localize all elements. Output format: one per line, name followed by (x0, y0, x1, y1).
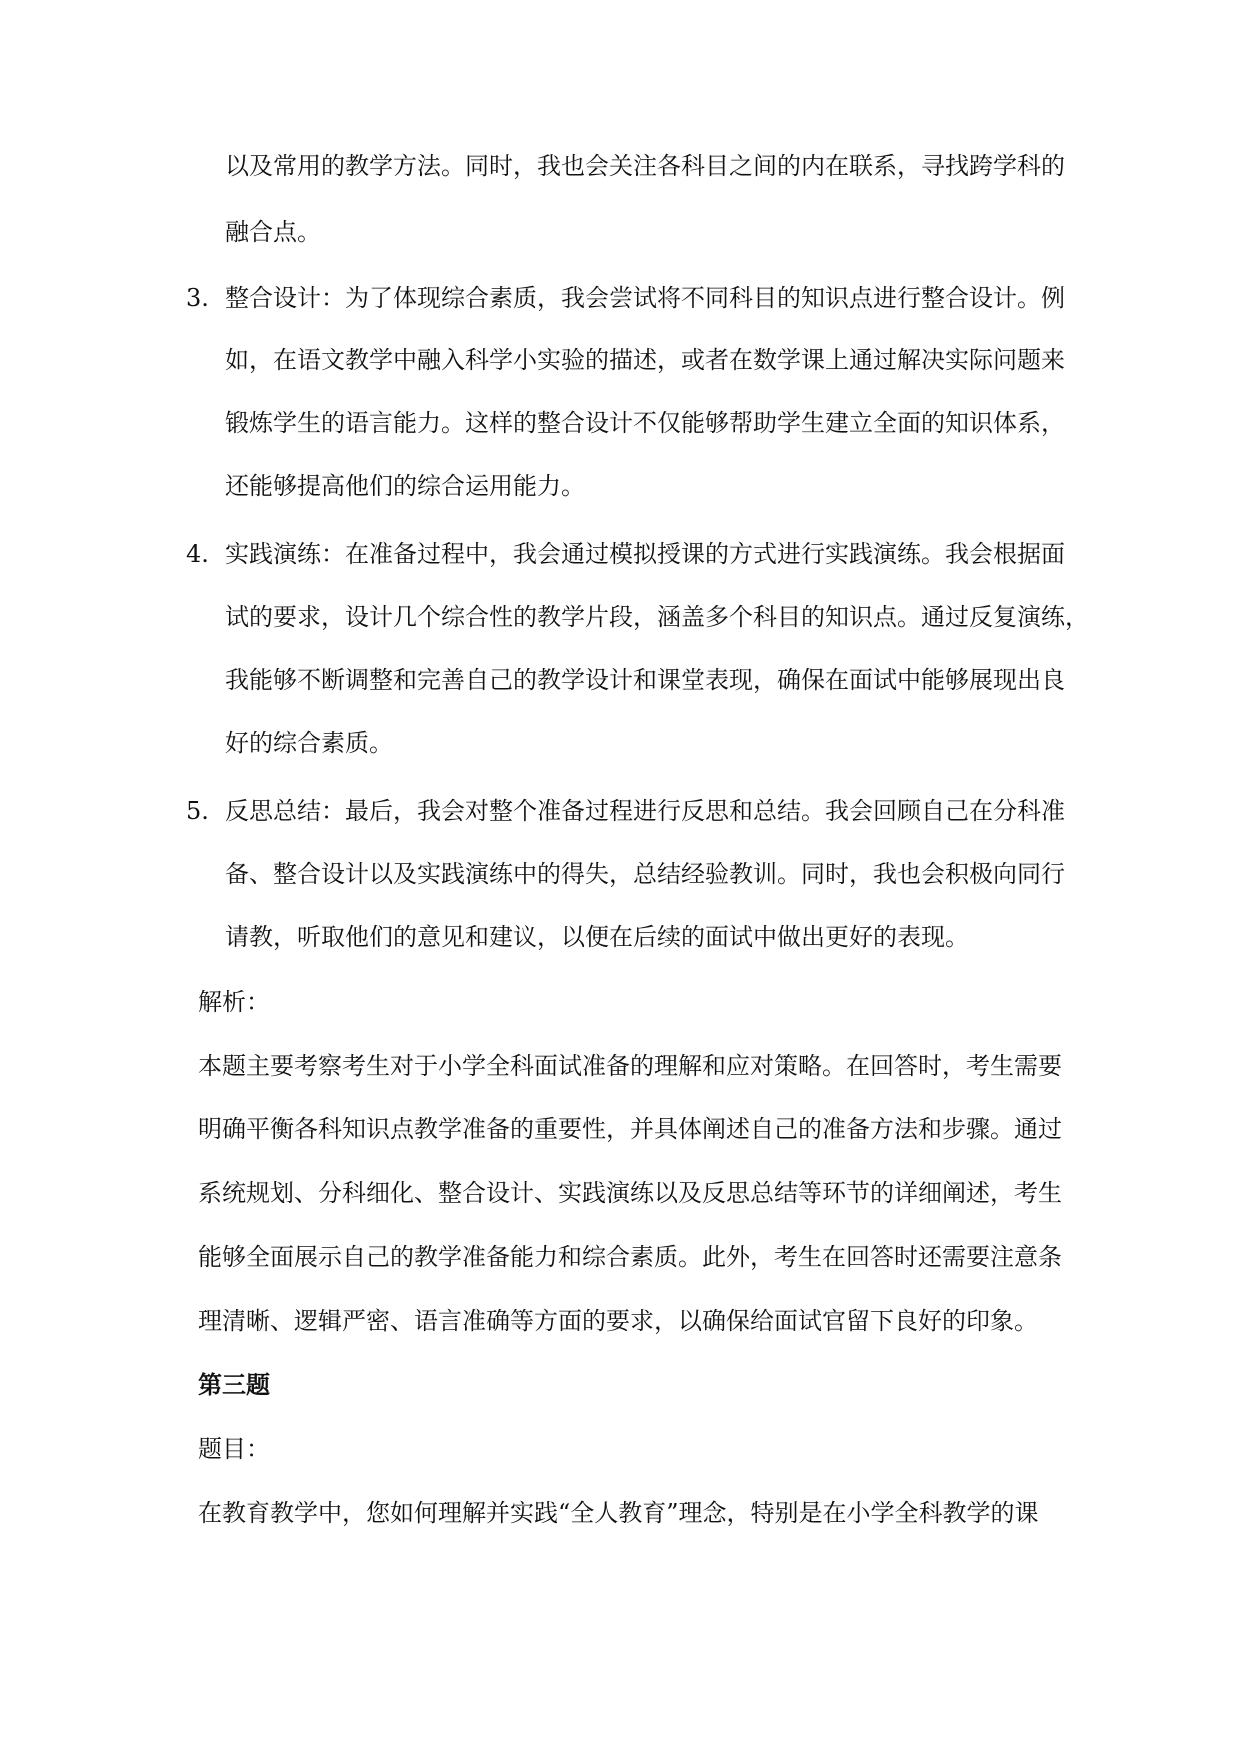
list-item-line: 好的综合素质。 (225, 729, 393, 757)
analysis-line: 明确平衡各科知识点教学准备的重要性，并具体阐述自己的准备方法和步骤。通过 (198, 1115, 1062, 1143)
section-title: 第三题 (198, 1370, 270, 1399)
list-item-line: 请教，听取他们的意见和建议，以便在后续的面试中做出更好的表现。 (225, 923, 969, 951)
question-line: 在教育教学中，您如何理解并实践“全人教育”理念，特别是在小学全科教学的课 (198, 1499, 1039, 1527)
continuation-line: 以及常用的教学方法。同时，我也会关注各科目之间的内在联系，寻找跨学科的 (225, 152, 1065, 180)
analysis-line: 能够全面展示自己的教学准备能力和综合素质。此外，考生在回答时还需要注意条 (198, 1243, 1062, 1271)
list-item-line: 锻炼学生的语言能力。这样的整合设计不仅能够帮助学生建立全面的知识体系， (225, 409, 1065, 437)
list-item-line: 备、整合设计以及实践演练中的得失，总结经验教训。同时，我也会积极向同行 (225, 860, 1065, 888)
continuation-line: 融合点。 (225, 218, 321, 246)
list-item-line: 实践演练：在准备过程中，我会通过模拟授课的方式进行实践演练。我会根据面 (225, 540, 1065, 568)
analysis-line: 本题主要考察考生对于小学全科面试准备的理解和应对策略。在回答时，考生需要 (198, 1052, 1062, 1080)
list-item-line: 整合设计：为了体现综合素质，我会尝试将不同科目的知识点进行整合设计。例 (225, 284, 1065, 312)
list-item-line: 还能够提高他们的综合运用能力。 (225, 472, 585, 500)
analysis-label: 解析： (198, 988, 270, 1016)
list-number: 3. (186, 284, 209, 312)
list-item-line: 我能够不断调整和完善自己的教学设计和课堂表现，确保在面试中能够展现出良 (225, 666, 1065, 694)
list-item-line: 如，在语文教学中融入科学小实验的描述，或者在数学课上通过解决实际问题来 (225, 346, 1065, 374)
list-number: 5. (186, 797, 209, 825)
analysis-line: 系统规划、分科细化、整合设计、实践演练以及反思总结等环节的详细阐述，考生 (198, 1179, 1062, 1207)
analysis-line: 理清晰、逻辑严密、语言准确等方面的要求，以确保给面试官留下良好的印象。 (198, 1307, 1038, 1335)
question-label: 题目： (198, 1435, 270, 1463)
list-item-line: 反思总结：最后，我会对整个准备过程进行反思和总结。我会回顾自己在分科准 (225, 797, 1065, 825)
list-number: 4. (186, 540, 209, 568)
list-item-line: 试的要求，设计几个综合性的教学片段，涵盖多个科目的知识点。通过反复演练， (225, 603, 1089, 631)
